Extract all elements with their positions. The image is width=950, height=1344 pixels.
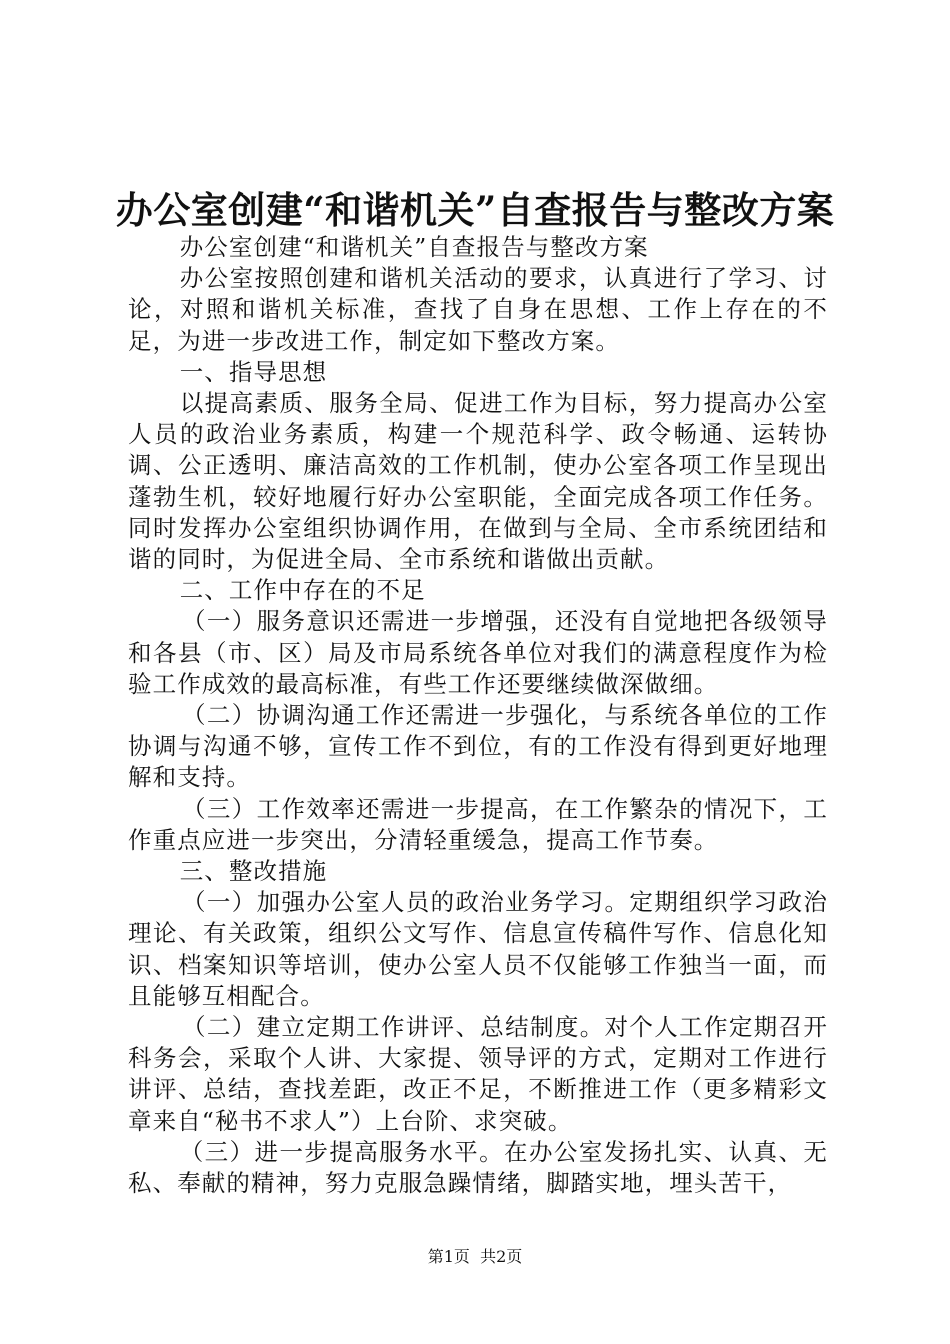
page-number-label: 第1页 共2页 xyxy=(427,1247,523,1266)
paragraph-measure-1: （一）加强办公室人员的政治业务学习。定期组织学习政治理论、有关政策，组织公文写作、信息宣传稿件写作、信息化知识、档案知识等培训，使办公室人员不仅能够工作独当一面，而且能够互相配合。 xyxy=(128,888,828,1010)
document-body xyxy=(128,232,828,1199)
paragraph-subtitle: 办公室创建“和谐机关”自查报告与整改方案 xyxy=(179,233,649,261)
paragraph-shortcoming-1: （一）服务意识还需进一步增强，还没有自觉地把各级领导和各县（市、区）局及市局系统各单位对我们的满意程度作为检验工作成效的最高标准，有些工作还要继续做深做细。 xyxy=(128,607,828,698)
page-footer xyxy=(0,1245,950,1269)
paragraph-measure-3: （三）进一步提高服务水平。在办公室发扬扎实、认真、无私、奉献的精神，努力克服急躁情绪，脚踏实地，埋头苦干， xyxy=(128,1137,828,1198)
paragraph-measure-2: （二）建立定期工作讲评、总结制度。对个人工作定期召开科务会，采取个人讲、大家提、领导评的方式，定期对工作进行讲评、总结，查找差距，改正不足，不断推进工作（更多精彩文章来自“秘书不求人”）上台阶、求突破。 xyxy=(128,1013,828,1135)
section-heading-1: 一、指导思想 xyxy=(179,357,328,386)
paragraph-shortcoming-2: （二）协调沟通工作还需进一步强化，与系统各单位的工作协调与沟通不够，宣传工作不到位，有的工作没有得到更好地理解和支持。 xyxy=(128,701,828,792)
section-heading-3: 三、整改措施 xyxy=(179,857,328,886)
document-title: 办公室创建“和谐机关”自查报告与整改方案 xyxy=(115,188,835,232)
paragraph-intro: 办公室按照创建和谐机关活动的要求，认真进行了学习、讨论，对照和谐机关标准，查找了自身在思想、工作上存在的不足，为进一步改进工作，制定如下整改方案。 xyxy=(128,264,828,355)
section-heading-2: 二、工作中存在的不足 xyxy=(179,576,426,605)
paragraph-guiding-thought: 以提高素质、服务全局、促进工作为目标，努力提高办公室人员的政治业务素质，构建一个规范科学、政令畅通、运转协调、公正透明、廉洁高效的工作机制，使办公室各项工作呈现出蓬勃生机，较好地履行好办公室职能，全面完成各项工作任务。同时发挥办公室组织协调作用，在做到与全局、全市系统团结和谐的同时，为促进全局、全市系统和谐做出贡献。 xyxy=(128,389,828,574)
paragraph-shortcoming-3: （三）工作效率还需进一步提高，在工作繁杂的情况下，工作重点应进一步突出，分清轻重缓急，提高工作节奏。 xyxy=(128,794,828,854)
